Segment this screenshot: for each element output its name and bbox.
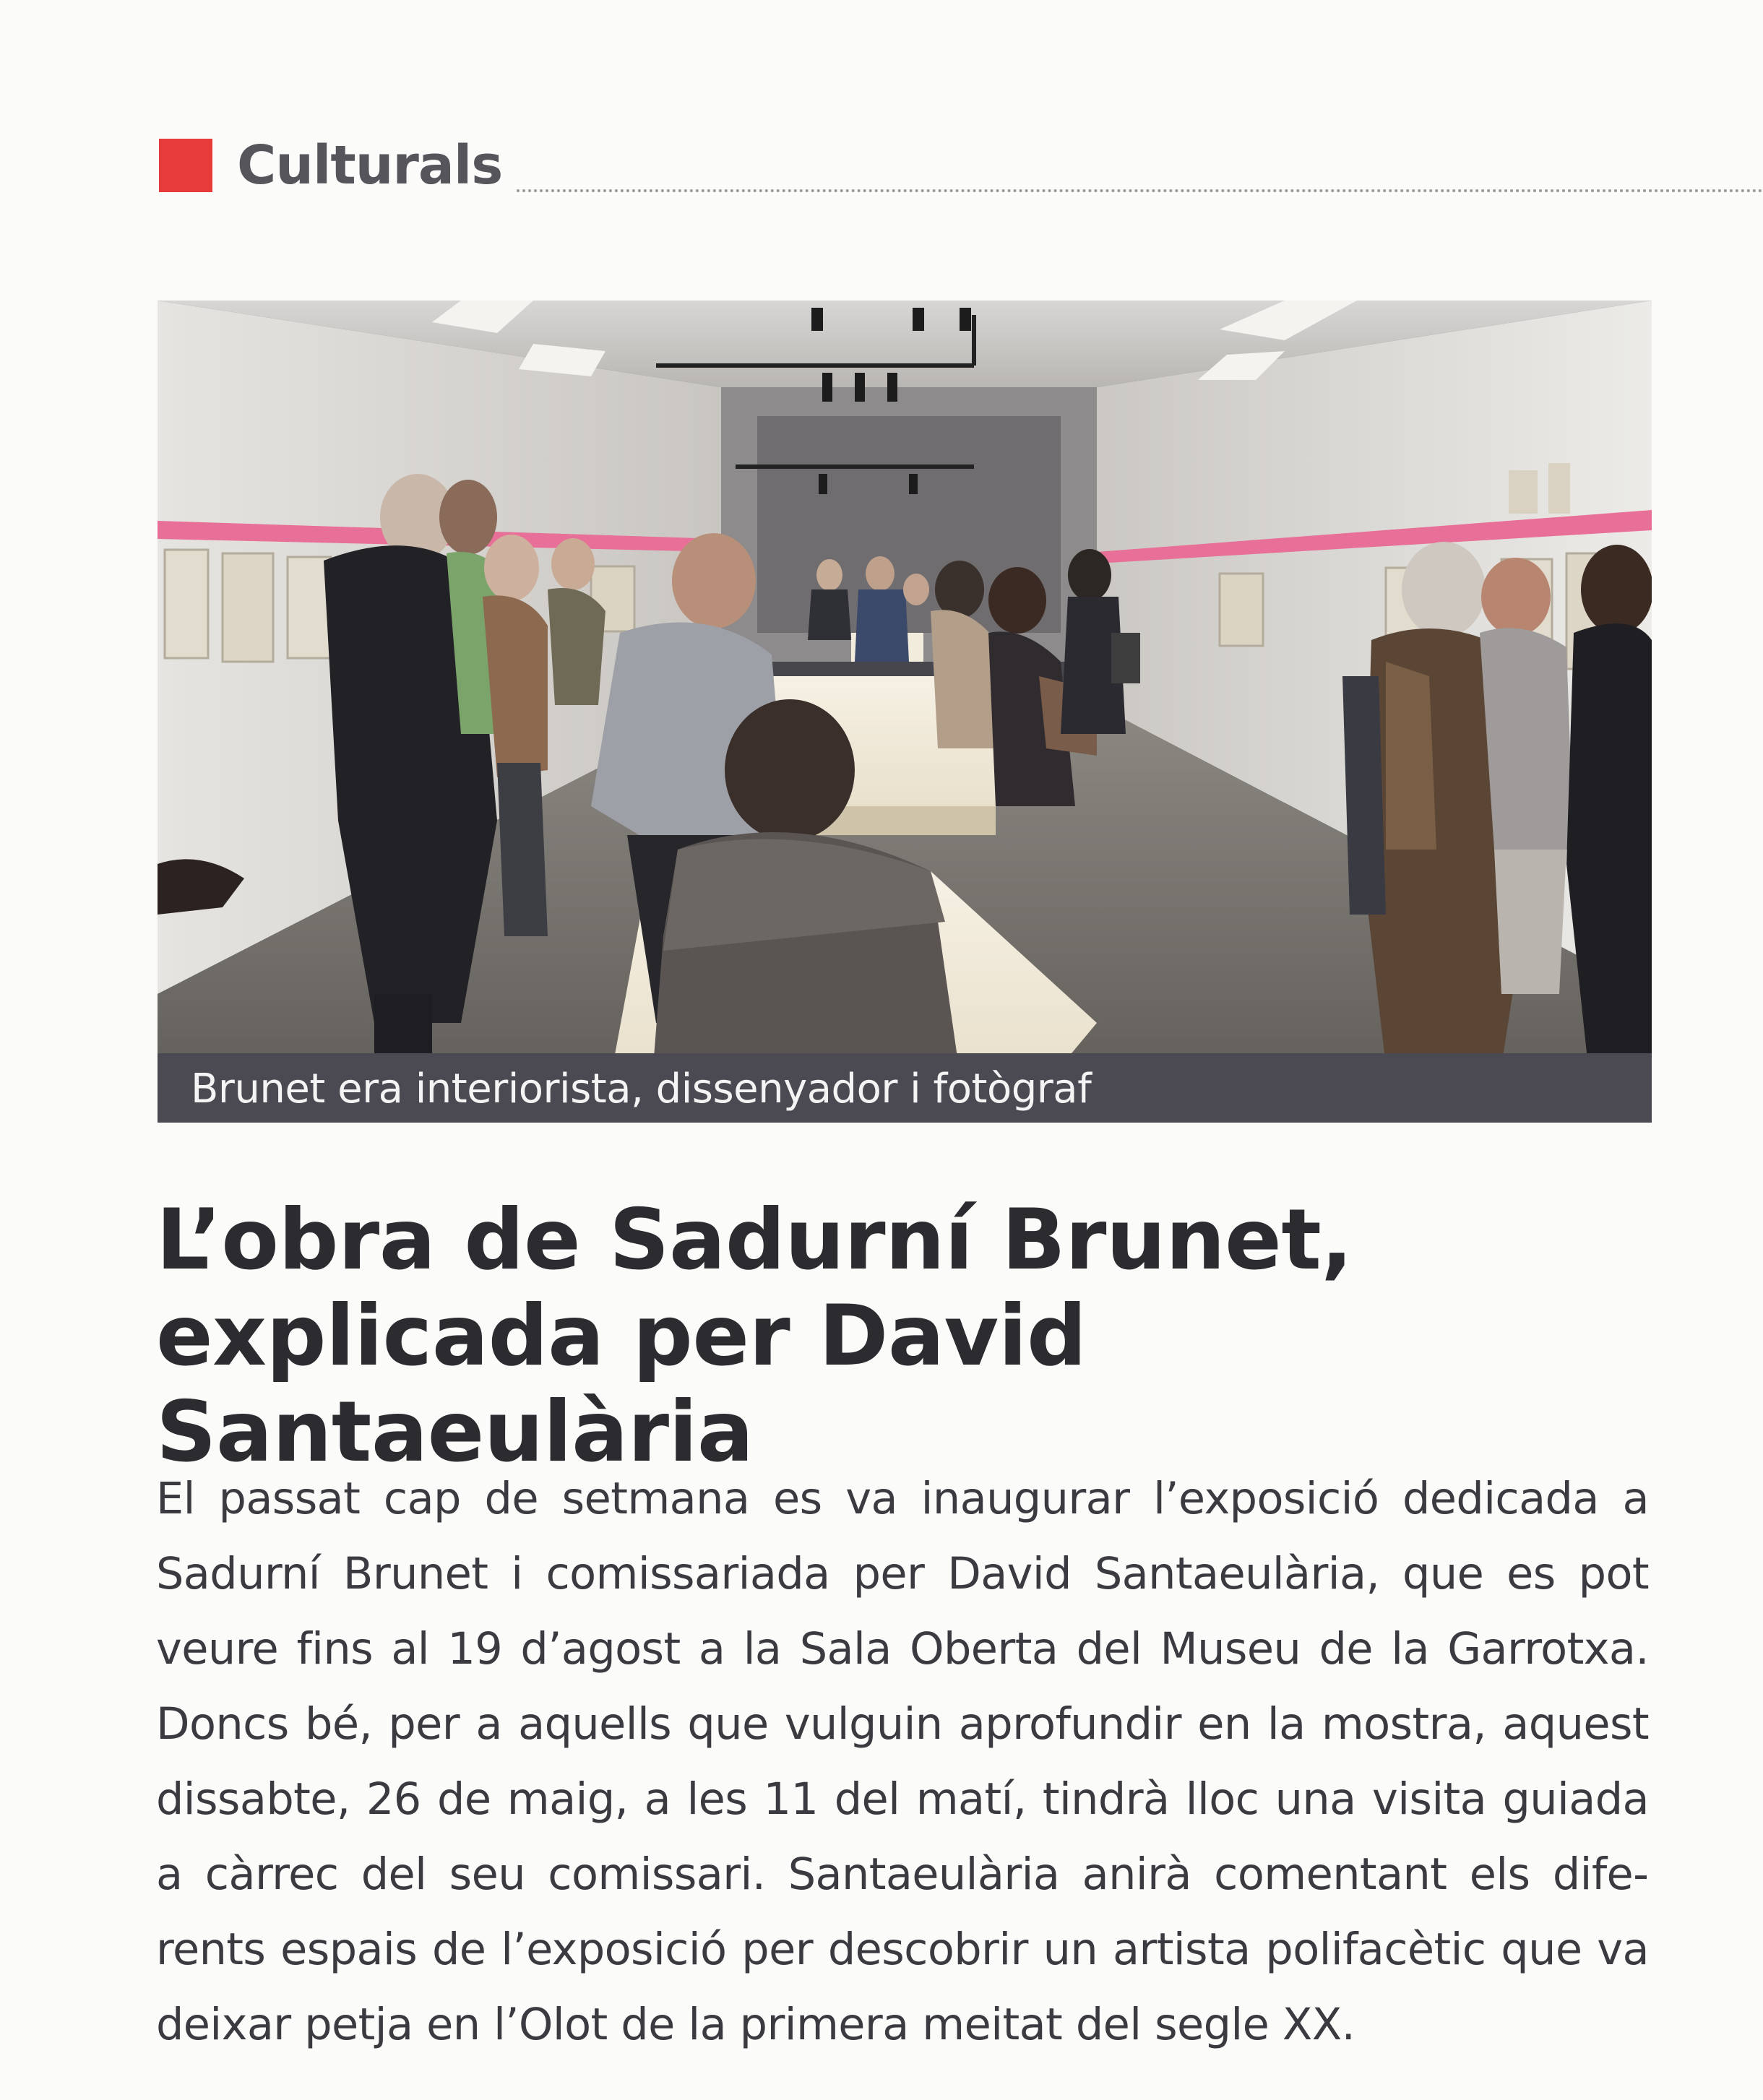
photo-caption-bar xyxy=(158,1053,1652,1123)
article-body: El passat cap de setmana es va inaugurar l’exposició dedicada a Sadurní Brunet i comissariada per David Santaeulària, que es pot veure fins al 19 d’agost a la Sala Oberta del Museu de la Garrotxa. Doncs bé, per a aquells que vulguin aprofundir en la mostra, aquest dissabte, 26 de maig, a les 11 del matí, tindrà lloc una visita guiada a càrrec del seu comissari. Santaeulària anirà comentant els diferents espais de l’exposició per descobrir un artista polifacètic que va deixar petja en l’Olot de la primera meitat del segle XX. xyxy=(156,1474,1649,2050)
section-marker xyxy=(159,139,212,192)
exhibition-photo xyxy=(158,301,1652,1123)
section-header xyxy=(159,134,1763,202)
section-label: Culturals xyxy=(237,134,503,196)
exhibition-photo-illustration xyxy=(158,301,1652,1123)
section-divider xyxy=(517,189,1763,192)
article-headline xyxy=(156,1192,1673,1480)
headline-line-1: L’obra de Sadurní Brunet, xyxy=(156,1191,1353,1289)
headline-line-2: explicada per David Santaeulària xyxy=(156,1287,1087,1481)
photo-caption: Brunet era interiorista, dissenyador i fotògraf xyxy=(191,1066,1092,1112)
